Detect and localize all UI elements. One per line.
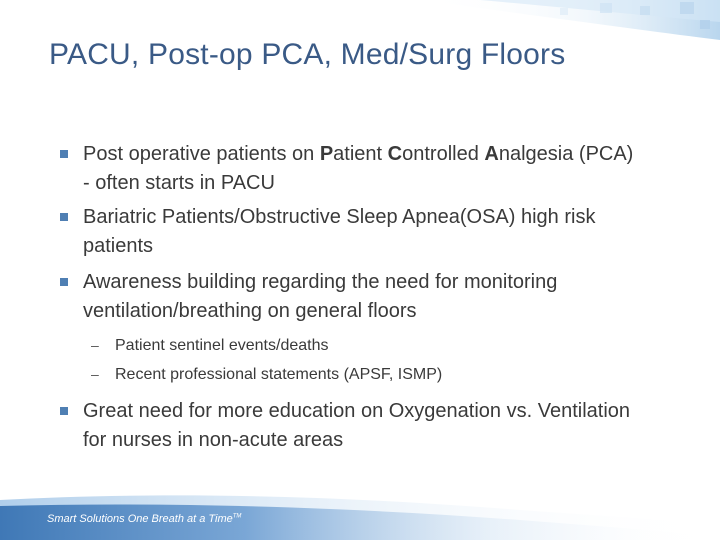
bullet-1-bold-c: C bbox=[387, 143, 403, 165]
bullet-3-line-2: ventilation/breathing on general floors bbox=[83, 300, 417, 322]
bullet-1-text-c: ontrolled bbox=[402, 143, 485, 165]
square-bullet-icon bbox=[60, 407, 68, 415]
sub-bullet-item-2 bbox=[60, 360, 710, 389]
bullet-3-line-1: Awareness building regarding the need for monitoring bbox=[83, 271, 558, 293]
bullet-item-2 bbox=[60, 203, 710, 261]
footer-tagline-text: Smart Solutions One Breath at a Time bbox=[47, 513, 233, 525]
bullet-1-text-a: Post operative patients on bbox=[83, 143, 320, 165]
bullet-item-3 bbox=[60, 268, 710, 326]
bullet-2-line-2: patients bbox=[83, 235, 154, 257]
sub-bullet-item-1 bbox=[60, 331, 710, 360]
trademark-mark: TM bbox=[232, 513, 242, 520]
bullet-1-text-b: atient bbox=[333, 143, 388, 165]
square-bullet-icon bbox=[60, 278, 68, 286]
sub-bullet-1-text: Patient sentinel events/deaths bbox=[115, 337, 329, 354]
bullet-4-line-1: Great need for more education on Oxygenation vs. Ventilation bbox=[83, 400, 631, 422]
sub-bullet-2-text: Recent professional statements (APSF, ISMP) bbox=[115, 366, 443, 383]
square-bullet-icon bbox=[60, 213, 68, 221]
sub-bullet-list bbox=[60, 331, 710, 389]
footer-swoosh-graphic bbox=[0, 480, 720, 540]
slide-title: PACU, Post-op PCA, Med/Surg Floors bbox=[49, 38, 566, 71]
bullet-list bbox=[60, 140, 710, 455]
bullet-1-bold-p: P bbox=[319, 143, 334, 165]
bullet-2-line-1: Bariatric Patients/Obstructive Sleep Apnea(OSA) high risk bbox=[83, 206, 596, 228]
bullet-4-line-2: for nurses in non-acute areas bbox=[83, 429, 344, 451]
dash-bullet-icon: – bbox=[91, 337, 99, 353]
bullet-item-4 bbox=[60, 397, 710, 455]
bullet-1-line-2: - often starts in PACU bbox=[83, 172, 275, 194]
bullet-1-bold-a: A bbox=[484, 143, 499, 165]
bullet-item-1 bbox=[60, 140, 710, 198]
bullet-1-text-d: nalgesia (PCA) bbox=[498, 143, 634, 165]
dash-bullet-icon: – bbox=[91, 366, 99, 382]
square-bullet-icon bbox=[60, 150, 68, 158]
footer-tagline bbox=[47, 513, 241, 525]
